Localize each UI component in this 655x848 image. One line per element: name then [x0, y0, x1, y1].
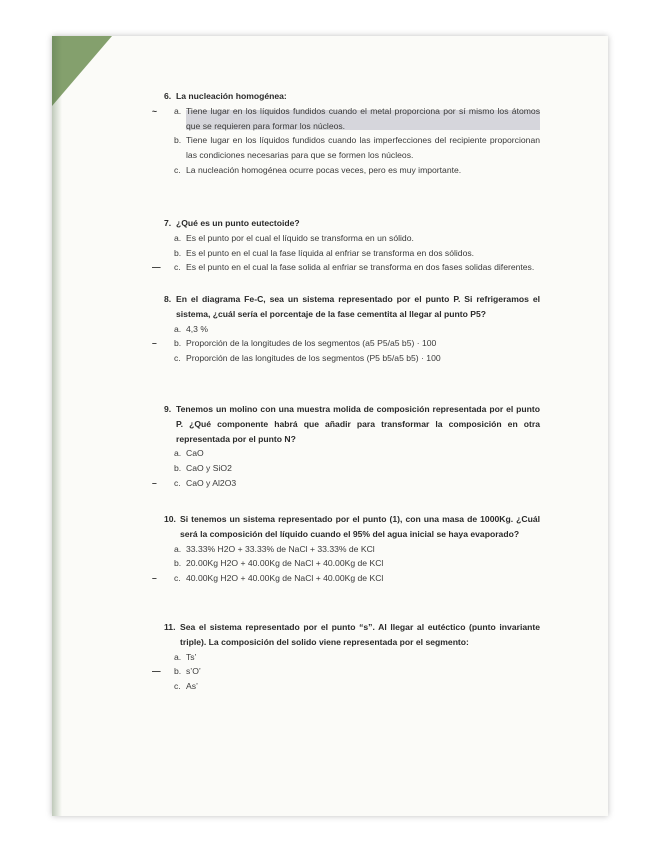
question-number: 9.: [164, 404, 172, 414]
option-text: Es el punto en el cual la fase líquida al enfriar se transforma en dos sólidos.: [186, 247, 475, 258]
options-list: [152, 104, 540, 178]
question-text: Tenemos un molino con una muestra molida de composición representada por el punto P. ¿Qué componente habrá que añadir para transformar la composición en otra representada por el punto N?: [176, 404, 540, 444]
option-text: s’O’: [186, 666, 201, 677]
question-text: Sea el sistema representado por el punto “s”. Al llegar al eutéctico (punto invariante triple). La composición del solido viene representada por el segmento:: [180, 622, 540, 647]
option-letter: c.: [174, 573, 181, 584]
question-6: [152, 89, 540, 178]
option-letter: a.: [174, 105, 182, 116]
question-text: Si tenemos un sistema representado por el punto (1), con una masa de 1000Kg. ¿Cuál será la composición del líquido cuando el 95% del agua inicial se haya evaporado?: [180, 514, 540, 539]
option-text: CaO y Al2O3: [186, 477, 237, 488]
option-text: Tiene lugar en los líquidos fundidos cuando las imperfecciones del recipiente proporcionan las condiciones necesarias para que se formen los núcleos.: [186, 135, 540, 161]
options-list: [152, 231, 540, 275]
option-b: [174, 556, 540, 571]
option-text: La nucleación homogénea ocurre pocas veces, pero es muy importante.: [186, 164, 462, 175]
handwritten-mark: —: [152, 666, 161, 677]
handwritten-mark: ~: [152, 105, 158, 116]
option-letter: b.: [174, 666, 182, 677]
option-letter: c.: [174, 353, 181, 364]
option-letter: c.: [174, 477, 181, 488]
question-title: [164, 402, 540, 446]
options-list: [152, 322, 540, 366]
question-title: [164, 620, 540, 650]
page-content: [52, 36, 608, 816]
option-c: [152, 476, 540, 491]
question-text: En el diagrama Fe-C, sea un sistema representado por el punto P. Si refrigeramos el sistema, ¿cuál sería el porcentaje de la fase cementita al llegar al punto P5?: [176, 294, 540, 319]
option-text: Tiene lugar en los líquidos fundidos cuando el metal proporciona por sí mismo los átomos que se requieren para formar los núcleos.: [186, 104, 540, 134]
question-9: [152, 402, 540, 491]
option-text: 33.33% H2O + 33.33% de NaCl + 33.33% de KCl: [186, 543, 375, 554]
question-title: [164, 512, 540, 542]
option-letter: c.: [174, 262, 181, 273]
option-a: [152, 104, 540, 134]
option-b: [174, 133, 540, 163]
option-text: 40.00Kg H2O + 40.00Kg de NaCl + 40.00Kg de KCl: [186, 573, 384, 584]
option-c: [152, 571, 540, 586]
handwritten-mark: –: [152, 477, 157, 488]
option-text: 20.00Kg H2O + 40.00Kg de NaCl + 40.00Kg de KCl: [186, 558, 384, 569]
option-letter: a.: [174, 651, 182, 662]
option-c: [152, 260, 540, 275]
handwritten-mark: –: [152, 573, 157, 584]
option-letter: a.: [174, 323, 182, 334]
option-text: Ts’: [186, 651, 197, 662]
options-list: [152, 446, 540, 490]
option-letter: b.: [174, 558, 182, 569]
option-a: [174, 446, 540, 461]
question-8: [152, 292, 540, 366]
handwritten-mark: —: [152, 262, 161, 273]
question-number: 6.: [164, 91, 172, 101]
question-number: 7.: [164, 218, 172, 228]
question-7: [152, 216, 540, 275]
option-c: [174, 163, 540, 178]
handwritten-mark: –: [152, 338, 157, 349]
option-letter: c.: [174, 164, 181, 175]
question-number: 8.: [164, 294, 172, 304]
option-letter: a.: [174, 448, 182, 459]
option-letter: b.: [174, 247, 182, 258]
option-letter: b.: [174, 135, 182, 146]
option-letter: c.: [174, 681, 181, 692]
question-title: [164, 216, 540, 231]
option-letter: b.: [174, 463, 182, 474]
scanned-page: [52, 36, 608, 816]
question-number: 11.: [164, 622, 176, 632]
options-list: [152, 650, 540, 694]
question-text: La nucleación homogénea:: [176, 91, 287, 101]
option-a: [174, 322, 540, 337]
option-a: [174, 231, 540, 246]
option-letter: b.: [174, 338, 182, 349]
option-text: Es el punto por el cual el líquido se transforma en un sólido.: [186, 232, 414, 243]
option-text: As’: [186, 681, 198, 692]
option-b: [152, 336, 540, 351]
question-11: [152, 620, 540, 694]
option-text: Proporción de las longitudes de los segmentos (P5 b5/a5 b5) · 100: [186, 353, 441, 364]
question-title: [164, 292, 540, 322]
option-c: [174, 351, 540, 366]
option-letter: a.: [174, 543, 182, 554]
option-a: [174, 542, 540, 557]
option-b: [174, 461, 540, 476]
option-text: CaO y SiO2: [186, 463, 232, 474]
question-number: 10.: [164, 514, 176, 524]
option-letter: a.: [174, 232, 182, 243]
option-b: [174, 246, 540, 261]
option-text: CaO: [186, 448, 204, 459]
option-a: [174, 650, 540, 665]
question-text: ¿Qué es un punto eutectoide?: [176, 218, 300, 228]
option-text: 4,3 %: [186, 323, 208, 334]
options-list: [152, 542, 540, 586]
question-10: [152, 512, 540, 586]
option-c: [174, 679, 540, 694]
option-b: [152, 664, 540, 679]
question-title: [164, 89, 540, 104]
option-text: Proporción de la longitudes de los segmentos (a5 P5/a5 b5) · 100: [186, 338, 437, 349]
option-text: Es el punto en el cual la fase solida al enfriar se transforma en dos fases solidas diferentes.: [186, 262, 535, 273]
